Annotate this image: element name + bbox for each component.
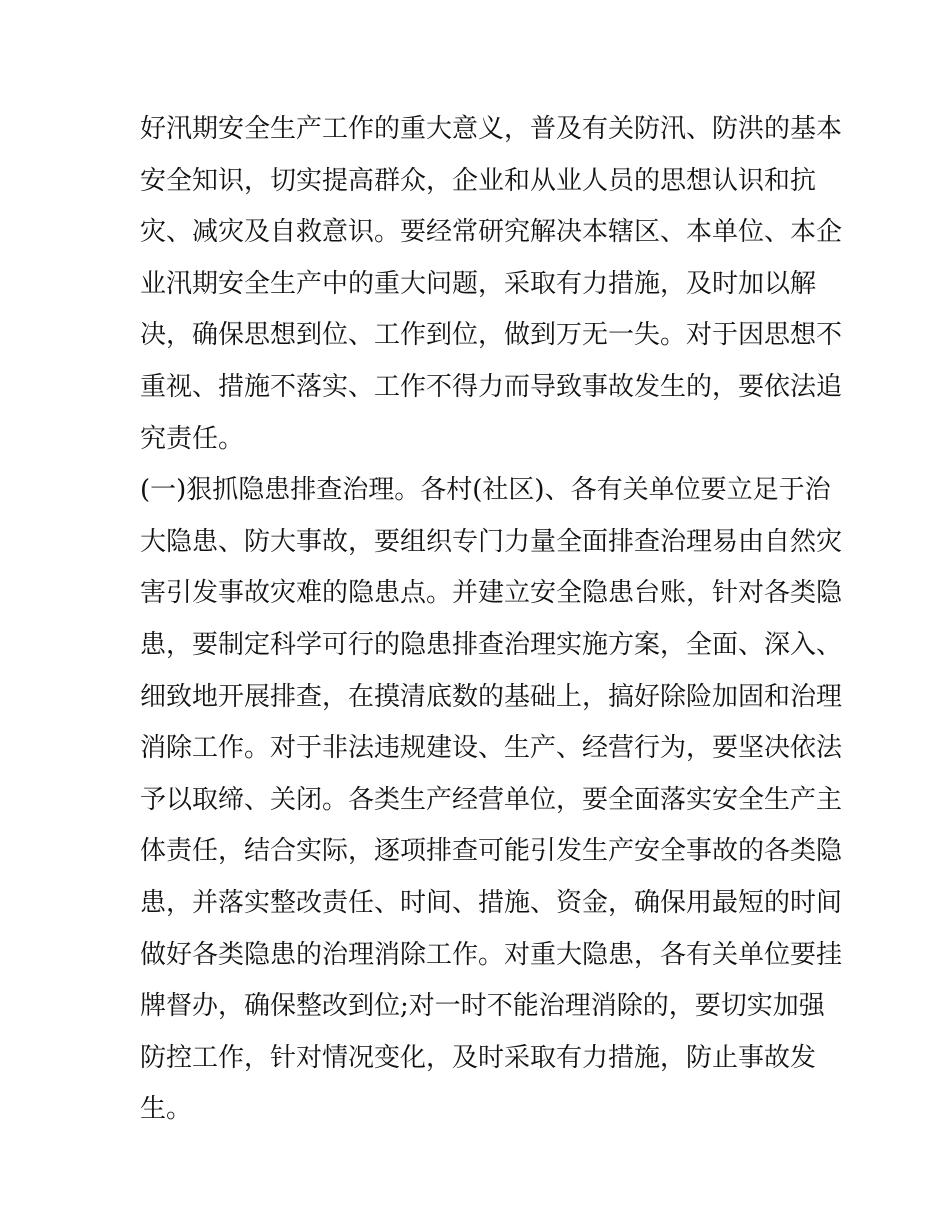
text-line: 消除工作。对于非法违规建设、生产、经营行为，要坚决依法	[140, 733, 843, 764]
text-line: 患，要制定科学可行的隐患排查治理实施方案，全面、深入、	[140, 629, 843, 660]
text-line: 生。	[140, 1094, 193, 1125]
text-line: 防控工作，针对情况变化，及时采取有力措施，防止事故发	[140, 1042, 817, 1073]
text-line: 安全知识，切实提高群众，企业和从业人员的思想认识和抗	[140, 165, 817, 196]
text-line: 业汛期安全生产中的重大问题，采取有力措施，及时加以解	[140, 268, 817, 299]
text-line: 大隐患、防大事故，要组织专门力量全面排查治理易由自然灾	[140, 526, 843, 557]
text-line: 牌督办，确保整改到位;对一时不能治理消除的，要切实加强	[140, 991, 825, 1022]
text-line: 灾、减灾及自救意识。要经常研究解决本辖区、本单位、本企	[140, 217, 843, 248]
text-line: 害引发事故灾难的隐患点。并建立安全隐患台账，针对各类隐	[140, 578, 843, 609]
text-line: 重视、措施不落实、工作不得力而导致事故发生的，要依法追	[140, 371, 843, 402]
text-line: 患，并落实整改责任、时间、措施、资金，确保用最短的时间	[140, 887, 843, 918]
text-line: 究责任。	[140, 423, 245, 454]
text-line: (一)狠抓隐患排查治理。各村(社区)、各有关单位要立足于治	[140, 475, 831, 506]
text-line: 体责任，结合实际，逐项排查可能引发生产安全事故的各类隐	[140, 836, 843, 867]
text-line: 予以取缔、关闭。各类生产经营单位，要全面落实安全生产主	[140, 784, 843, 815]
text-line: 做好各类隐患的治理消除工作。对重大隐患，各有关单位要挂	[140, 939, 843, 970]
text-line: 决，确保思想到位、工作到位，做到万无一失。对于因思想不	[140, 320, 843, 351]
body-text	[140, 104, 843, 1136]
text-line: 细致地开展排查，在摸清底数的基础上，搞好除险加固和治理	[140, 681, 843, 712]
text-line: 好汛期安全生产工作的重大意义，普及有关防汛、防洪的基本	[140, 114, 843, 144]
